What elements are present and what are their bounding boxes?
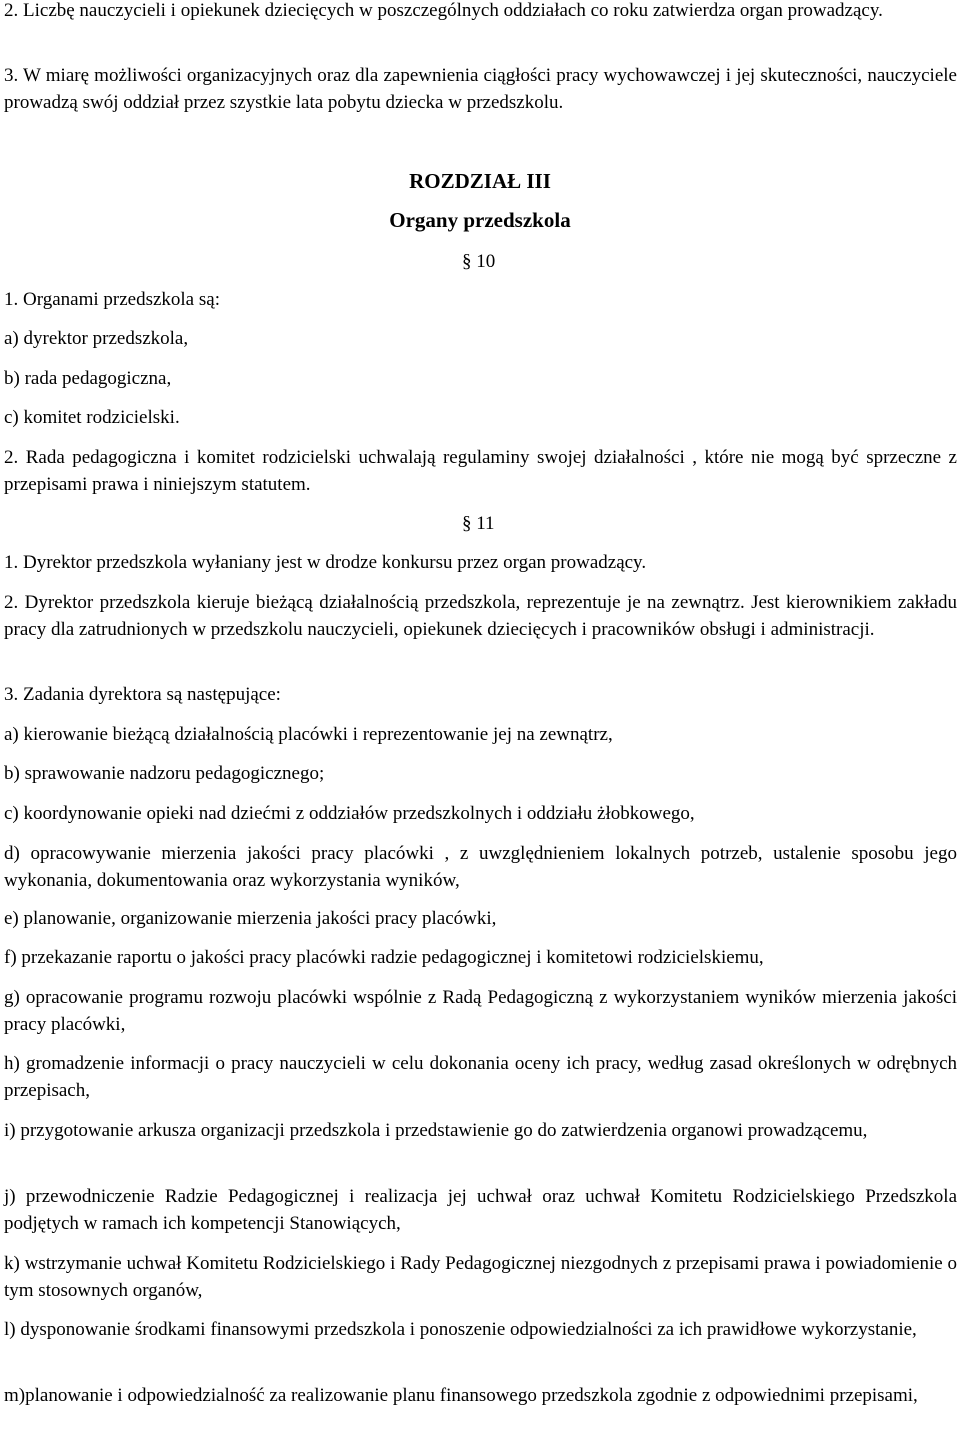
- section-10-item-b: b) rada pedagogiczna,: [4, 368, 172, 389]
- section-10-point-2: 2. Rada pedagogiczna i komitet rodzicielski uchwalają regulaminy swojej działalności , które nie mogą być sprzeczne z przepisami prawa i niniejszym statutem.: [4, 447, 957, 495]
- section-11-point-3: 3. Zadania dyrektora są następujące:: [4, 684, 281, 705]
- section-10-point-1: 1. Organami przedszkola są:: [4, 289, 220, 310]
- section-10-item-a: a) dyrektor przedszkola,: [4, 328, 189, 349]
- section-11-point-1: 1. Dyrektor przedszkola wyłaniany jest w drodze konkursu przez organ prowadzący.: [4, 552, 647, 573]
- section-11-item-j: j) przewodniczenie Radzie Pedagogicznej i realizacja jej uchwał oraz uchwał Komitetu Rodzicielskiego Przedszkola podjętych w ramach ich kompetencji Stanowiących,: [4, 1186, 957, 1234]
- section-11-item-m: m)planowanie i odpowiedzialność za realizowanie planu finansowego przedszkola zgodnie z odpowiednimi przepisami,: [4, 1385, 918, 1406]
- chapter-heading: ROZDZIAŁ III: [409, 169, 551, 193]
- section-11-item-g: g) opracowanie programu rozwoju placówki wspólnie z Radą Pedagogiczną z wykorzystaniem wyników mierzenia jakości pracy placówki,: [4, 987, 957, 1035]
- section-11-item-c: c) koordynowanie opieki nad dziećmi z oddziałów przedszkolnych i oddziału żłobkowego,: [4, 803, 695, 824]
- paragraph-3: 3. W miarę możliwości organizacyjnych oraz dla zapewnienia ciągłości pracy wychowawczej i jej skuteczności, nauczyciele prowadzą swój oddział przez szystkie lata pobytu dziecka w przedszkolu.: [4, 65, 957, 113]
- section-11-item-l: l) dysponowanie środkami finansowymi przedszkola i ponoszenie odpowiedzialności za ich prawidłowe wykorzystanie,: [4, 1319, 917, 1340]
- chapter-title: Organy przedszkola: [389, 208, 571, 232]
- section-10-item-c: c) komitet rodzicielski.: [4, 407, 180, 428]
- section-11-item-h: h) gromadzenie informacji o pracy nauczycieli w celu dokonania oceny ich pracy, według zasad określonych w odrębnych przepisach,: [4, 1053, 957, 1101]
- section-11-item-a: a) kierowanie bieżącą działalnością placówki i reprezentowanie jej na zewnątrz,: [4, 724, 613, 745]
- section-11-item-i: i) przygotowanie arkusza organizacji przedszkola i przedstawienie go do zatwierdzenia organowi prowadzącemu,: [4, 1120, 868, 1141]
- section-11-point-2: 2. Dyrektor przedszkola kieruje bieżącą działalnością przedszkola, reprezentuje je na zewnątrz. Jest kierownikiem zakładu pracy dla zatrudnionych w przedszkolu nauczycieli, opiekunek dziecięcych i pracowników obsługi i administracji.: [4, 592, 957, 640]
- section-11-item-b: b) sprawowanie nadzoru pedagogicznego;: [4, 763, 325, 784]
- section-11-item-d: d) opracowywanie mierzenia jakości pracy placówki , z uwzględnieniem lokalnych potrzeb, ustalenie sposobu jego wykonania, dokumentowania oraz wykorzystania wyników,: [4, 843, 957, 891]
- section-11-item-f: f) przekazanie raportu o jakości pracy placówki radzie pedagogicznej i komitetowi rodzicielskiemu,: [4, 947, 764, 968]
- section-11-item-k: k) wstrzymanie uchwał Komitetu Rodzicielskiego i Rady Pedagogicznej niezgodnych z przepisami prawa i powiadomienie o tym stosownych organów,: [4, 1253, 957, 1301]
- section-11-sign: § 11: [462, 513, 495, 534]
- section-10-sign: § 10: [462, 251, 496, 272]
- section-11-item-e: e) planowanie, organizowanie mierzenia jakości pracy placówki,: [4, 908, 497, 929]
- paragraph-2: 2. Liczbę nauczycieli i opiekunek dziecięcych w poszczególnych oddziałach co roku zatwierdza organ prowadzący.: [4, 0, 883, 21]
